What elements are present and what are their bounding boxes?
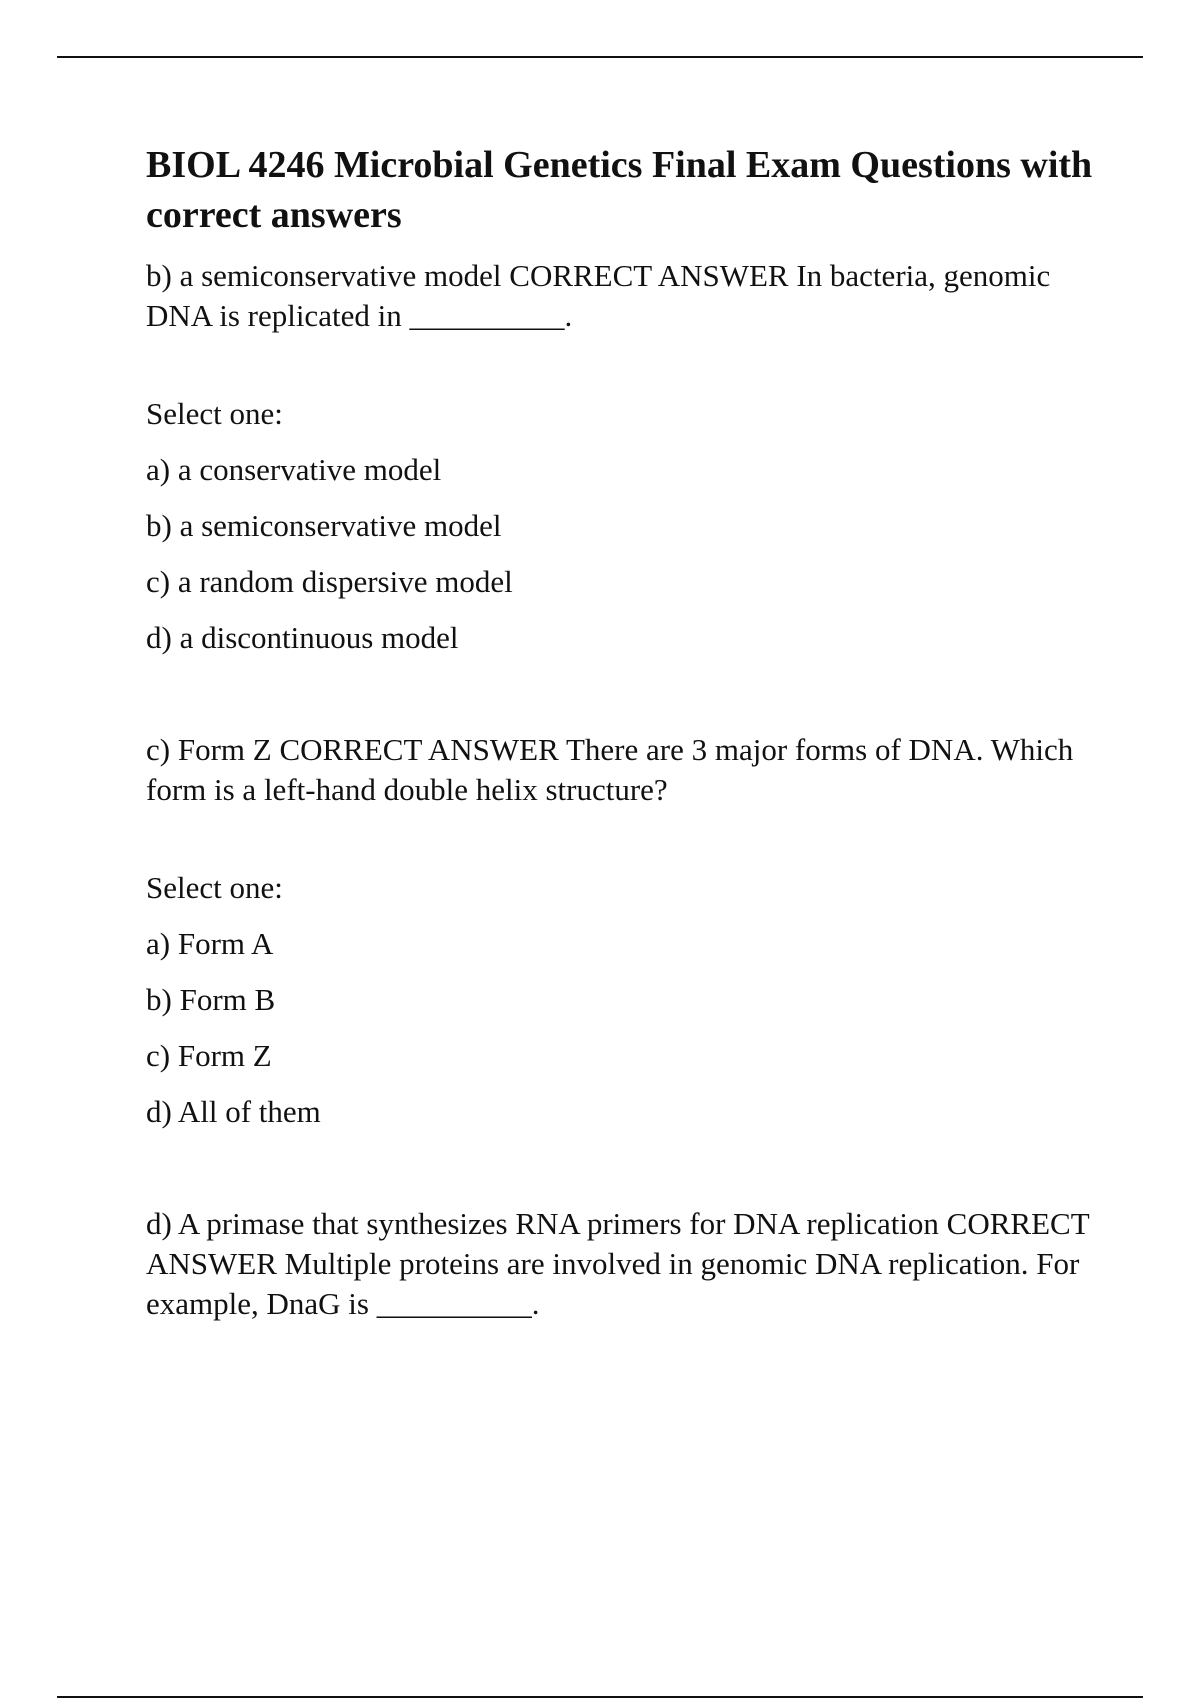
question-1-option-b: b) a semiconservative model — [146, 508, 502, 543]
document-title: BIOL 4246 Microbial Genetics Final Exam Questions with correct answers — [146, 144, 1093, 236]
top-rule — [57, 56, 1143, 58]
question-2 — [146, 730, 1106, 1132]
question-2-option-b: b) Form B — [146, 982, 276, 1017]
document-body — [146, 140, 1106, 1324]
question-2-options — [146, 924, 1106, 1132]
question-1 — [146, 256, 1106, 658]
question-1-select-label: Select one: — [146, 396, 283, 431]
question-1-text: b) a semiconservative model CORRECT ANSWER In bacteria, genomic DNA is replicated in __________. — [146, 258, 1051, 333]
question-1-option-d: d) a discontinuous model — [146, 620, 459, 655]
question-2-text: c) Form Z CORRECT ANSWER There are 3 major forms of DNA. Which form is a left-hand double helix structure? — [146, 732, 1074, 807]
question-2-select-label: Select one: — [146, 870, 283, 905]
bottom-rule — [57, 1696, 1143, 1698]
question-3-text: d) A primase that synthesizes RNA primers for DNA replication CORRECT ANSWER Multiple proteins are involved in genomic DNA replication. For example, DnaG is __________. — [146, 1206, 1090, 1321]
question-2-option-d: d) All of them — [146, 1094, 321, 1129]
question-2-option-c: c) Form Z — [146, 1038, 272, 1073]
question-1-option-c: c) a random dispersive model — [146, 564, 513, 599]
question-3 — [146, 1204, 1106, 1324]
question-2-option-a: a) Form A — [146, 926, 274, 961]
question-1-options — [146, 450, 1106, 658]
question-1-option-a: a) a conservative model — [146, 452, 442, 487]
